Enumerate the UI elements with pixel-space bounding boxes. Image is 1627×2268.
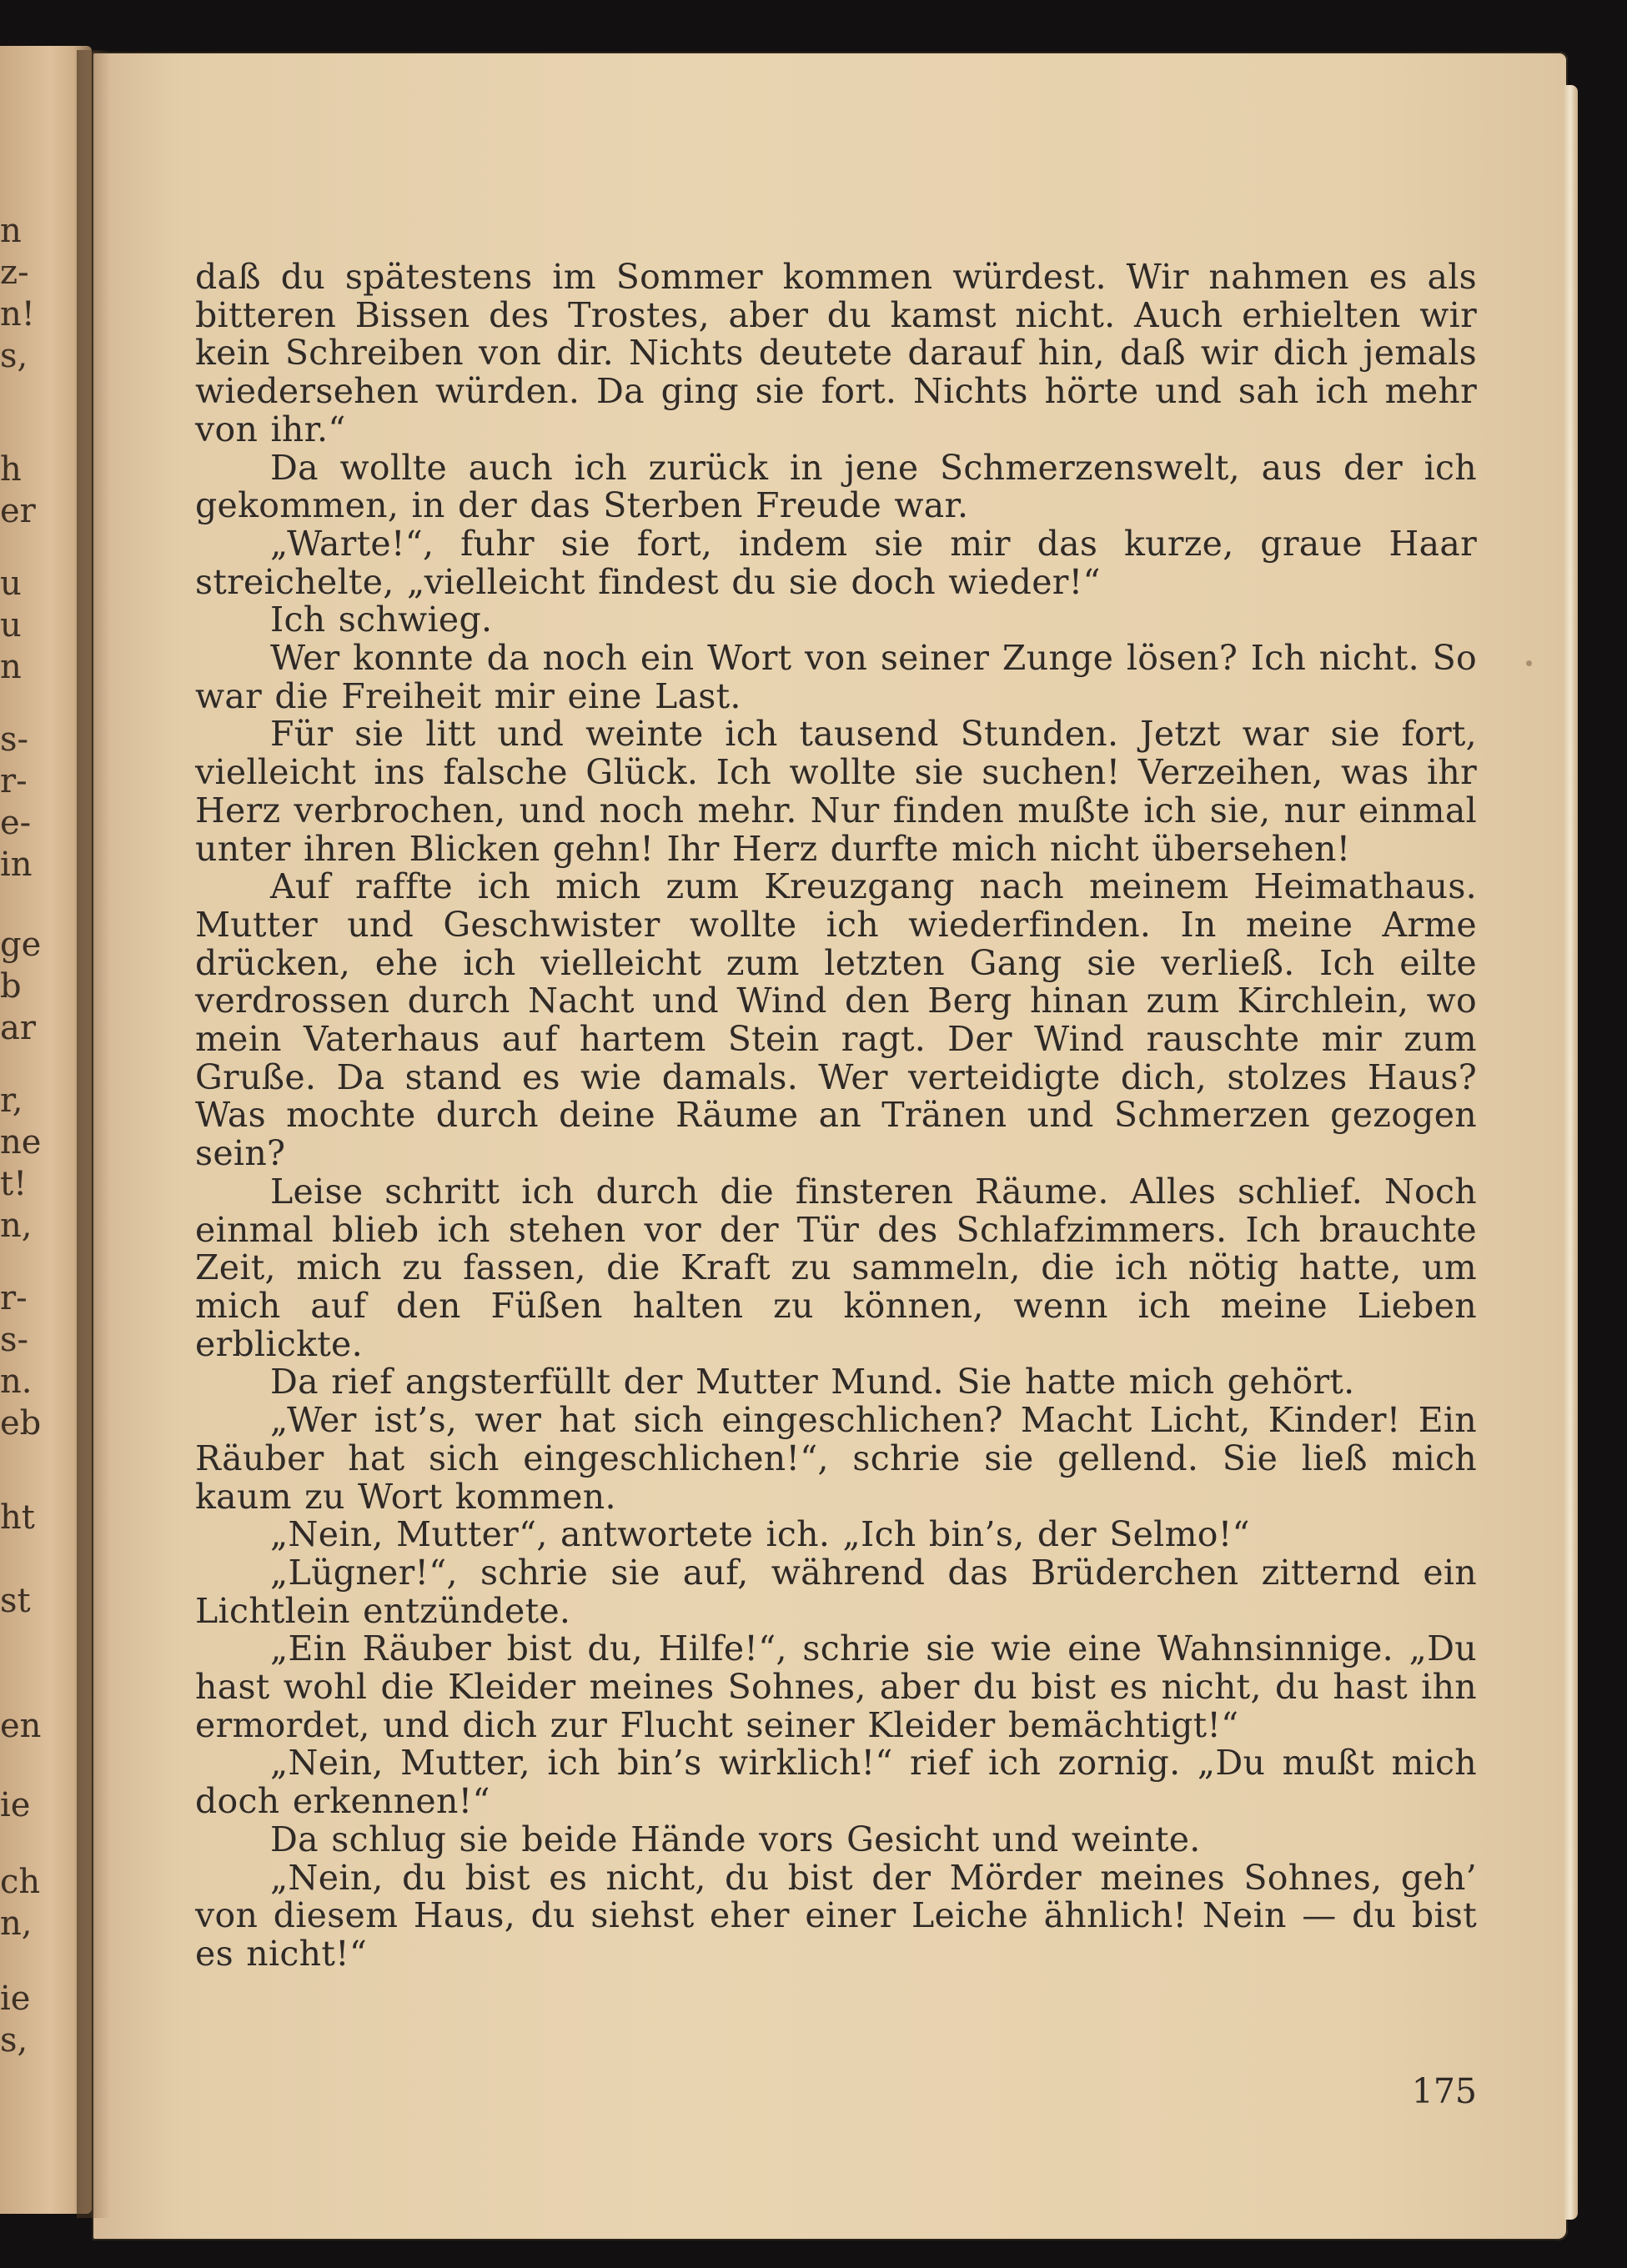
paragraph: Da rief angsterfüllt der Mutter Mund. Sie hatte mich gehört. bbox=[270, 1362, 1355, 1402]
fragment: n bbox=[0, 212, 22, 250]
fragment: h bbox=[0, 450, 22, 489]
paragraph: Leise schritt ich durch die finsteren Räume. Alles schlief. Noch einmal blieb ich stehen vor der Tür des Schlafzimmers. Ich brauchte Zeit, mich zu fassen, die Kraft zu sammeln, die ich nötig hatte, um mich auf den Füßen halten zu können, wenn ich meine Lieben erblickte. bbox=[195, 1171, 1477, 1364]
fragment: ie bbox=[0, 1786, 31, 1824]
page-number: 175 bbox=[1411, 2071, 1477, 2111]
fragment: ne bbox=[0, 1123, 42, 1162]
paragraph: „Nein, du bist es nicht, du bist der Mörder meines Sohnes, geh’ von diesem Haus, du siehst eher einer Leiche ähnlich! Nein — du bist es nicht!“ bbox=[195, 1857, 1477, 1974]
paragraph: „Warte!“, fuhr sie fort, indem sie mir das kurze, graue Haar streichelte, „vielleicht findest du sie doch wieder!“ bbox=[195, 523, 1477, 602]
fragment: ar bbox=[0, 1009, 36, 1047]
fragment: er bbox=[0, 492, 36, 530]
paragraph: „Ein Räuber bist du, Hilfe!“, schrie sie wie eine Wahnsinnige. „Du hast wohl die Kleider meines Sohnes, aber du bist es nicht, du hast ihn ermordet, und dich zur Flucht seiner Kleider bemächtigt!“ bbox=[195, 1628, 1477, 1745]
fragment: n. bbox=[0, 1362, 33, 1401]
paragraph: Für sie litt und weinte ich tausend Stunden. Jetzt war sie fort, vielleicht ins falsche Glück. Ich wollte sie suchen! Verzeihen, was ihr Herz verbrochen, und noch mehr. Nur finden mußte ich sie, nur einmal unter ihren Blicken gehn! Ihr Herz durfte mich nicht übersehen! bbox=[195, 714, 1477, 869]
paragraph: „Nein, Mutter, ich bin’s wirklich!“ rief ich zornig. „Du mußt mich doch erkennen!“ bbox=[195, 1743, 1477, 1822]
spine-gutter bbox=[77, 50, 110, 2218]
paragraph: „Nein, Mutter“, antwortete ich. „Ich bin’s, der Selmo!“ bbox=[270, 1514, 1250, 1555]
paragraph: „Wer ist’s, wer hat sich eingeschlichen? Macht Licht, Kinder! Ein Räuber hat sich eingeschlichen!“, schrie sie gellend. Sie ließ mich kaum zu Wort kommen. bbox=[195, 1400, 1477, 1517]
paper-speck bbox=[1526, 660, 1532, 666]
book-page bbox=[92, 52, 1568, 2240]
fragment: s- bbox=[0, 720, 29, 759]
paragraph: „Lügner!“, schrie sie auf, während das Brüderchen zitternd ein Lichtlein entzündete. bbox=[195, 1552, 1477, 1631]
previous-page-text-fragments bbox=[0, 46, 42, 2214]
fragment: u bbox=[0, 564, 22, 603]
fragment: ch bbox=[0, 1863, 41, 1901]
fragment: ge bbox=[0, 926, 42, 964]
fragment: st bbox=[0, 1582, 31, 1620]
page-body-text bbox=[195, 258, 1477, 1974]
fragment: u bbox=[0, 606, 22, 645]
fragment: r- bbox=[0, 762, 28, 800]
paragraph: Da schlug sie beide Hände vors Gesicht und weinte. bbox=[270, 1819, 1201, 1859]
fragment: n bbox=[0, 648, 22, 686]
fragment: t! bbox=[0, 1165, 28, 1203]
fragment: s, bbox=[0, 337, 28, 375]
paragraph: Ich schwieg. bbox=[270, 600, 493, 640]
fragment: ie bbox=[0, 1979, 31, 2018]
fragment: n, bbox=[0, 1207, 33, 1245]
fragment: eb bbox=[0, 1404, 42, 1443]
paragraph: daß du spätestens im Sommer kommen würdest. Wir nahmen es als bitteren Bissen des Trostes, aber du kamst nicht. Auch erhielten wir kein Schreiben von dir. Nichts deutete darauf hin, daß wir dich jemals wiedersehen würden. Da ging sie fort. Nichts hörte und sah ich mehr von ihr.“ bbox=[195, 257, 1477, 449]
paragraph: Auf raffte ich mich zum Kreuzgang nach meinem Heimathaus. Mutter und Geschwister wollte ich wiederfinden. In meine Arme drücken, ehe ich vielleicht zum letzten Gang sie verließ. Ich eilte verdrossen durch Nacht und Wind den Berg hinan zum Kirchlein, wo mein Vaterhaus auf hartem Stein ragt. Der Wind rauschte mir zum Gruße. Da stand es wie damals. Wer verteidigte dich, stolzes Haus? Was mochte durch deine Räume an Tränen und Schmerzen gezogen sein? bbox=[195, 866, 1477, 1174]
fragment: b bbox=[0, 967, 22, 1006]
fragment: n! bbox=[0, 295, 35, 334]
fragment: s- bbox=[0, 1321, 29, 1359]
fragment: ht bbox=[0, 1498, 35, 1537]
fragment: e- bbox=[0, 804, 32, 842]
page-edge bbox=[1563, 85, 1578, 2220]
fragment: r, bbox=[0, 1081, 23, 1120]
fragment: in bbox=[0, 845, 33, 884]
fragment: r- bbox=[0, 1279, 28, 1317]
fragment: z- bbox=[0, 253, 29, 292]
paragraph: Da wollte auch ich zurück in jene Schmerzenswelt, aus der ich gekommen, in der das Sterben Freude war. bbox=[195, 447, 1477, 526]
fragment: en bbox=[0, 1707, 42, 1745]
fragment: s, bbox=[0, 2021, 28, 2060]
fragment: n, bbox=[0, 1904, 33, 1943]
paragraph: Wer konnte da noch ein Wort von seiner Zunge lösen? Ich nicht. So war die Freiheit mir eine Last. bbox=[195, 638, 1477, 716]
